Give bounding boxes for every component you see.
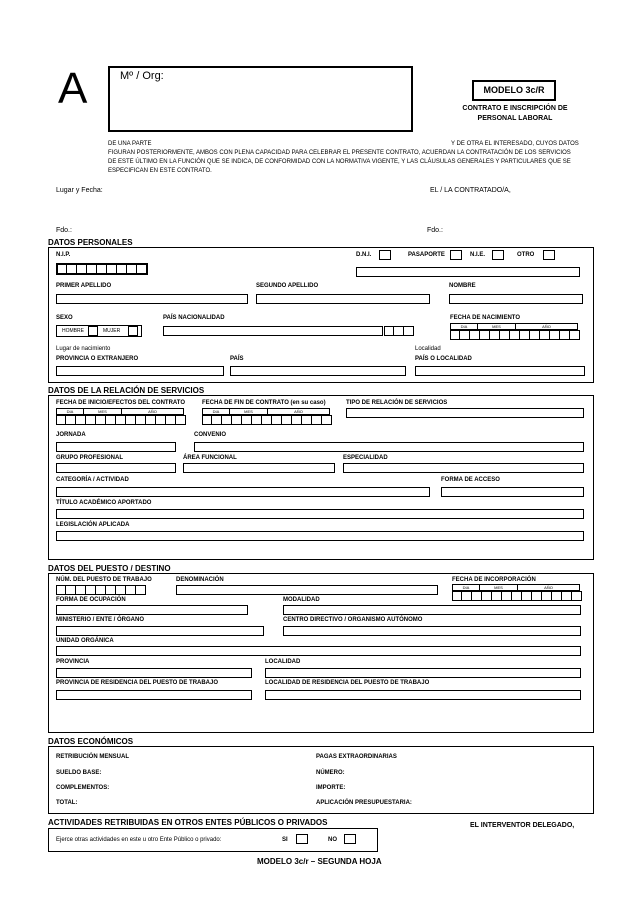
pasaporte-label: PASAPORTE [408, 252, 445, 258]
dni-label: D.N.I. [356, 252, 372, 258]
interventor-label: EL INTERVENTOR DELEGADO, [470, 822, 575, 829]
sexo-label: SEXO [56, 315, 73, 321]
no-checkbox[interactable] [344, 834, 356, 844]
forma-ocup-label: FORMA DE OCUPACIÓN [56, 597, 126, 603]
pais-nac-label: PAÍS NACIONALIDAD [163, 315, 225, 321]
pais-nac-field[interactable] [163, 326, 383, 336]
fecha-inicio-header: DIA MES AÑO [56, 408, 184, 415]
fecha-fin-header: DIA MES AÑO [202, 408, 330, 415]
provincia-label: PROVINCIA O EXTRANJERO [56, 356, 139, 362]
intro-line-2: DE ESTE ÚLTIMO EN LA FUNCIÓN QUE SE INDICA, DE CONFORMIDAD CON LA NORMATIVA VIGENTE, Y LAS CLÁUSULAS GENERALES Y PARTICULARES QUE SE [108, 159, 571, 165]
intro-line-1: FIGURAN POSTERIORMENTE, AMBOS CON PLENA CAPACIDAD PARA CELEBRAR EL PRESENTE CONTRATO, ACUERDAN LA CONTRATACIÓN DE LOS SERVICIOS [108, 150, 571, 156]
tipo-label: TIPO DE RELACIÓN DE SERVICIOS [346, 400, 448, 406]
title-line-2: PERSONAL LABORAL [477, 115, 553, 122]
localidad-puesto-field[interactable] [265, 668, 581, 678]
prov-res-label: PROVINCIA DE RESIDENCIA DEL PUESTO DE TRABAJO [56, 680, 219, 686]
convenio-field[interactable] [194, 442, 584, 452]
categoria-label: CATEGORÍA / ACTIVIDAD [56, 477, 129, 483]
loc-res-field[interactable] [265, 690, 581, 700]
nombre-field[interactable] [449, 294, 583, 304]
fecha-nac-header: DIA MES AÑO [450, 323, 578, 330]
ministerio-label: MINISTERIO / ENTE / ÓRGANO [56, 617, 145, 623]
section-economicos: DATOS ECONÓMICOS [48, 737, 134, 746]
grupo-field[interactable] [56, 463, 176, 473]
fecha-incorp-field[interactable] [452, 591, 582, 601]
pais-localidad-field[interactable] [415, 366, 585, 376]
si-label: SI [282, 837, 288, 843]
fecha-inicio-label: FECHA DE INICIO/EFECTOS DEL CONTRATO [56, 400, 186, 406]
sueldo-label: SUELDO BASE: [56, 770, 102, 776]
legislacion-field[interactable] [56, 531, 584, 541]
forma-acceso-label: FORMA DE ACCESO [441, 477, 500, 483]
forma-ocup-field[interactable] [56, 605, 248, 615]
section-personal: DATOS PERSONALES [48, 238, 133, 247]
primer-apellido-label: PRIMER APELLIDO [56, 283, 112, 289]
especialidad-label: ESPECIALIDAD [343, 455, 388, 461]
importe-label: IMPORTE: [316, 785, 346, 791]
nip-field[interactable] [56, 263, 148, 275]
otro-label: OTRO [517, 252, 535, 258]
jornada-field[interactable] [56, 442, 176, 452]
centro-field[interactable] [283, 626, 581, 636]
segundo-apellido-label: SEGUNDO APELLIDO [256, 283, 319, 289]
nombre-label: NOMBRE [449, 283, 476, 289]
footer-modelo: MODELO 3c/r – SEGUNDA HOJA [257, 857, 382, 866]
ministerio-field[interactable] [56, 626, 264, 636]
numero-label: NÚMERO: [316, 770, 345, 776]
provincia-puesto-label: PROVINCIA [56, 659, 90, 665]
nie-checkbox[interactable] [492, 250, 504, 260]
unidad-label: UNIDAD ORGÁNICA [56, 638, 114, 644]
otro-checkbox[interactable] [543, 250, 555, 260]
area-field[interactable] [183, 463, 335, 473]
area-label: ÁREA FUNCIONAL [183, 455, 237, 461]
grupo-label: GRUPO PROFESIONAL [56, 455, 124, 461]
primer-apellido-field[interactable] [56, 294, 248, 304]
especialidad-field[interactable] [343, 463, 584, 473]
total-label: TOTAL: [56, 800, 78, 806]
pasaporte-checkbox[interactable] [450, 250, 462, 260]
titulo-field[interactable] [56, 509, 584, 519]
section-puesto: DATOS DEL PUESTO / DESTINO [48, 564, 171, 573]
aplicacion-label: APLICACIÓN PRESUPUESTARIA: [316, 800, 412, 806]
mujer-label: MUJER [103, 328, 121, 334]
localidad-small-label: Localidad [415, 346, 441, 352]
centro-label: CENTRO DIRECTIVO / ORGANISMO AUTÓNOMO [283, 617, 423, 623]
lugar-fecha-label: Lugar y Fecha: [56, 187, 103, 194]
jornada-label: JORNADA [56, 432, 86, 438]
nip-label: N.I.P. [56, 252, 71, 258]
nie-label: N.I.E. [470, 252, 486, 258]
provincia-field[interactable] [56, 366, 224, 376]
num-puesto-label: NÚM. DEL PUESTO DE TRABAJO [56, 577, 152, 583]
section-relacion: DATOS DE LA RELACIÓN DE SERVICIOS [48, 386, 205, 395]
segundo-apellido-field[interactable] [256, 294, 430, 304]
num-puesto-field[interactable] [56, 585, 146, 595]
fecha-nac-label: FECHA DE NACIMIENTO [450, 315, 521, 321]
mujer-checkbox[interactable] [128, 326, 138, 336]
intro-part-right: Y DE OTRA EL INTERESADO, CUYOS DATOS [451, 141, 579, 147]
lugar-nac-label: Lugar de nacimiento [56, 346, 111, 352]
fecha-inicio-field[interactable] [56, 415, 186, 425]
document-number-field[interactable] [356, 267, 580, 277]
fdo-right: Fdo.: [427, 227, 443, 234]
dni-checkbox[interactable] [379, 250, 391, 260]
forma-acceso-field[interactable] [441, 487, 584, 497]
fecha-nac-field[interactable] [450, 330, 580, 340]
fecha-incorp-label: FECHA DE INCORPORACIÓN [452, 577, 536, 583]
unidad-field[interactable] [56, 646, 581, 656]
section-actividades: ACTIVIDADES RETRIBUIDAS EN OTROS ENTES PÚBLICOS O PRIVADOS [48, 818, 328, 827]
contratado-label: EL / LA CONTRATADO/A, [430, 187, 511, 194]
pais-field[interactable] [230, 366, 406, 376]
pais-nac-code[interactable] [384, 326, 414, 336]
localidad-puesto-label: LOCALIDAD [265, 659, 301, 665]
modalidad-field[interactable] [283, 605, 581, 615]
fecha-incorp-header: DIA MES AÑO [452, 584, 580, 591]
no-label: NO [328, 837, 337, 843]
title-line-1: CONTRATO E INSCRIPCIÓN DE [462, 105, 568, 112]
fdo-left: Fdo.: [56, 227, 72, 234]
convenio-label: CONVENIO [194, 432, 227, 438]
contract-title [440, 104, 590, 124]
fecha-fin-field[interactable] [202, 415, 332, 425]
titulo-label: TÍTULO ACADÉMICO APORTADO [56, 500, 152, 506]
tipo-field[interactable] [346, 408, 584, 418]
si-checkbox[interactable] [296, 834, 308, 844]
form-letter: A [58, 64, 88, 113]
loc-res-label: LOCALIDAD DE RESIDENCIA DEL PUESTO DE TRABAJO [265, 680, 430, 686]
hombre-checkbox[interactable] [88, 326, 98, 336]
pagas-label: PAGAS EXTRAORDINARIAS [316, 754, 397, 760]
pais-label: PAÍS [230, 356, 244, 362]
org-label: Mº / Org: [120, 70, 164, 82]
actividades-question: Ejerce otras actividades en este u otro Ente Público o privado: [56, 837, 222, 843]
pais-localidad-label: PAÍS O LOCALIDAD [415, 356, 472, 362]
complementos-label: COMPLEMENTOS: [56, 785, 110, 791]
fecha-fin-label: FECHA DE FIN DE CONTRATO (en su caso) [202, 400, 326, 406]
retribucion-label: RETRIBUCIÓN MENSUAL [56, 754, 129, 760]
categoria-field[interactable] [56, 487, 430, 497]
legislacion-label: LEGISLACIÓN APLICADA [56, 522, 130, 528]
intro-part-left: DE UNA PARTE [108, 141, 152, 147]
denominacion-label: DENOMINACIÓN [176, 577, 224, 583]
prov-res-field[interactable] [56, 690, 252, 700]
intro-line-3: ESPECIFICAN EN ESTE CONTRATO. [108, 168, 212, 174]
org-box[interactable] [108, 66, 413, 132]
modalidad-label: MODALIDAD [283, 597, 320, 603]
modelo-badge: MODELO 3c/R [472, 80, 556, 101]
hombre-label: HOMBRE [62, 328, 84, 334]
provincia-puesto-field[interactable] [56, 668, 252, 678]
denominacion-field[interactable] [176, 585, 438, 595]
